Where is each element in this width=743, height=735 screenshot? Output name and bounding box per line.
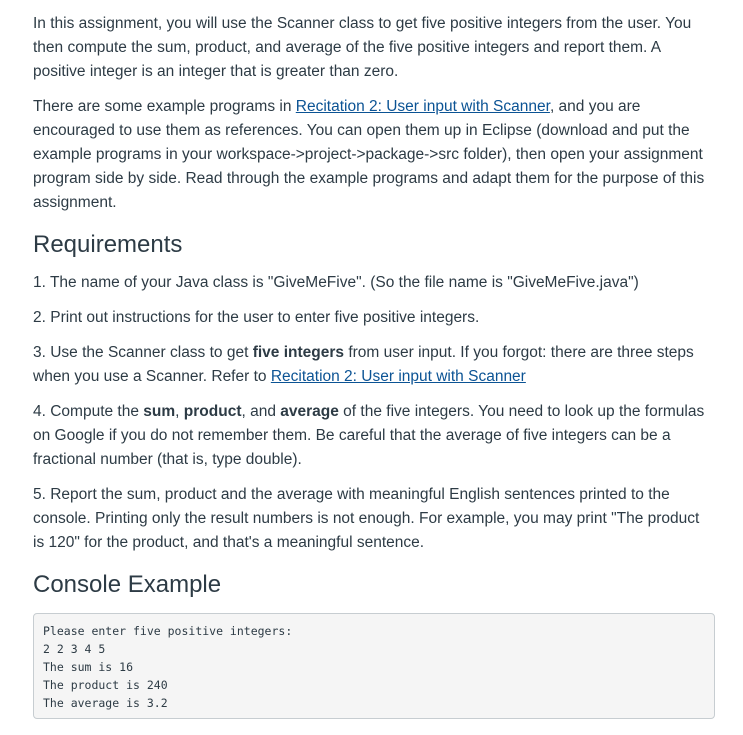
recitation-link[interactable]: Recitation 2: User input with Scanner bbox=[295, 98, 550, 115]
console-example-heading: Console Example bbox=[33, 571, 222, 598]
requirement-1: 1. The name of your Java class is "GiveMeFive". (So the file name is "GiveMeFive.java") bbox=[33, 274, 639, 291]
requirement-4-text-after: of the five integers. You need to look up the formulas on Google if you do not remember them. Be careful that the average of five integers can be a fractional number (that is, type double). bbox=[33, 403, 705, 468]
recitation-link-2[interactable]: Recitation 2: User input with Scanner bbox=[270, 368, 526, 385]
console-line: The sum is 16 bbox=[43, 660, 134, 674]
examples-text-before: There are some example programs in bbox=[33, 98, 296, 115]
console-line: Please enter five positive integers: bbox=[43, 624, 293, 638]
product-bold: product bbox=[183, 403, 242, 420]
requirement-4-sep-2: , and bbox=[241, 403, 281, 420]
requirement-3-text-mid: from user input. If you forgot: there are three steps when you use a Scanner. Refer to bbox=[33, 344, 694, 385]
requirement-5: 5. Report the sum, product and the average with meaningful English sentences printed to the console. Printing only the result numbers is not enough. For example, you may print "The product is 120" for the product, and that's a meaningful sentence. bbox=[33, 486, 700, 551]
console-output-block bbox=[33, 613, 715, 719]
console-line: 2 2 3 4 5 bbox=[43, 642, 106, 656]
requirement-4-text: 4. Compute the bbox=[33, 403, 144, 420]
requirement-4 bbox=[33, 400, 713, 472]
intro-paragraph: In this assignment, you will use the Scanner class to get five positive integers from the user. You then compute the sum, product, and average of the five positive integers and report them. A positive integer is an integer that is greater than zero. bbox=[33, 15, 692, 80]
examples-text-after: , and you are encouraged to use them as references. You can open them up in Eclipse (download and put the example programs in your workspace->project->package->src folder), then open your assignment program side by side. Read through the example programs and adapt them for the purpose of this assignment. bbox=[33, 98, 705, 211]
five-integers-bold: five integers bbox=[252, 344, 345, 361]
requirement-2: 2. Print out instructions for the user to enter five positive integers. bbox=[33, 309, 480, 326]
sum-bold: sum bbox=[143, 403, 176, 420]
console-line: The average is 3.2 bbox=[43, 696, 168, 710]
requirement-3 bbox=[33, 341, 713, 389]
average-bold: average bbox=[280, 403, 339, 420]
examples-paragraph bbox=[33, 95, 713, 215]
console-line: The product is 240 bbox=[43, 678, 168, 692]
requirements-heading: Requirements bbox=[33, 231, 183, 258]
requirement-3-text: 3. Use the Scanner class to get bbox=[33, 344, 253, 361]
requirement-4-sep-1: , bbox=[175, 403, 184, 420]
